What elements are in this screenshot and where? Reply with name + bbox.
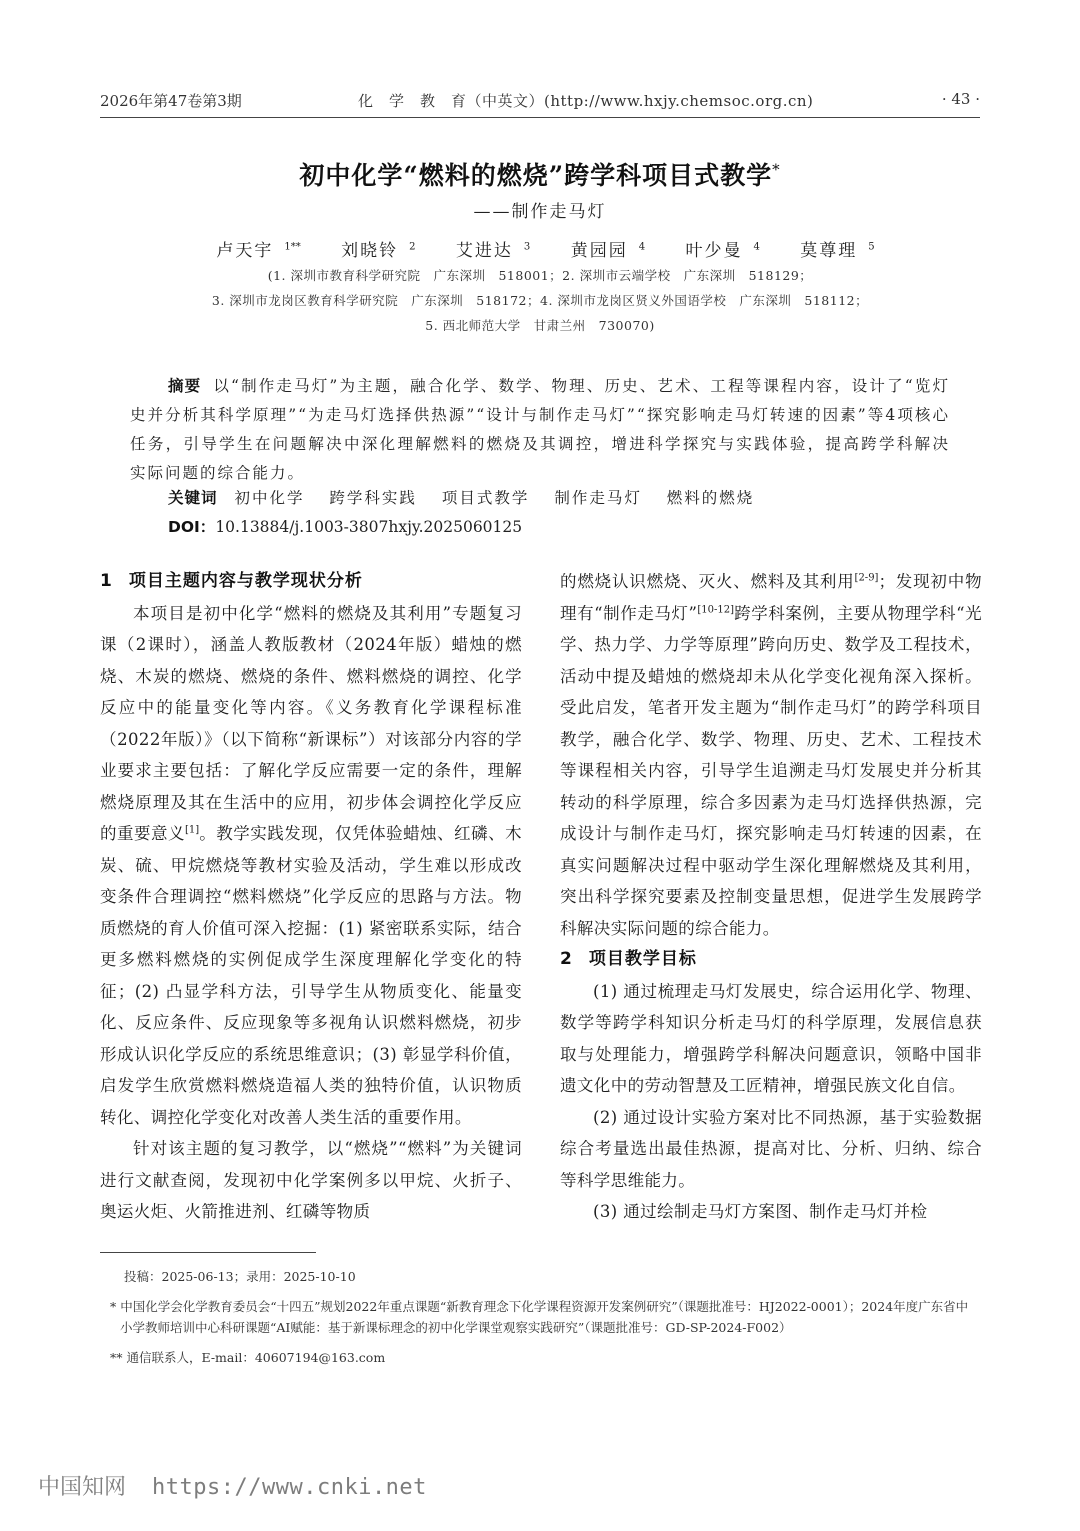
- author: 刘晓铃 $^2$: [341, 241, 416, 261]
- right-column: [560, 566, 982, 1228]
- affiliation-line: 3. 深圳市龙岗区教育科学研究院 广东深圳 518172；4. 深圳市龙岗区贤义外国语学校 广东深圳 518112；: [211, 293, 869, 308]
- cnki-logo-text: 中国知网: [38, 1475, 127, 1500]
- journal-name: 化 学 教 育（中英文）(http://www.hxjy.chemsoc.org.cn): [358, 92, 814, 110]
- section-number: 1: [100, 571, 113, 591]
- page-number: · 43 ·: [941, 90, 980, 108]
- section-heading: [100, 566, 522, 598]
- paragraph: (1) 通过梳理走马灯发展史，综合运用化学、物理、数学等跨学科知识分析走马灯的科学原理，发展信息获取与处理能力，增强跨学科解决问题意识，领略中国非遗文化中的劳动智慧及工匠精神，增强民族文化自信。: [560, 981, 982, 1095]
- keyword: 燃料的燃烧: [666, 489, 755, 507]
- author: 黄园园 $^4$: [570, 241, 646, 261]
- paragraph: [560, 566, 982, 944]
- title-footnote-mark: *: [772, 160, 781, 179]
- paragraph: (3) 通过绘制走马灯方案图、制作走马灯并检: [593, 1202, 928, 1221]
- author: 叶少曼 $^4$: [685, 241, 760, 261]
- paper-subtitle: ——制作走马灯: [473, 202, 607, 222]
- keyword: 初中化学: [234, 489, 305, 507]
- footnotes: [110, 1266, 980, 1376]
- abstract-label: 摘要: [168, 377, 202, 395]
- paper-title: [0, 156, 1080, 192]
- footnote-rule: [100, 1252, 316, 1253]
- paragraph-text: 。教学实践发现，仅凭体验蜡烛、红磷、木炭、硫、甲烷燃烧等教材实验及活动，学生难以形成改变条件合理调控“燃料燃烧”化学反应的思路与方法。物质燃烧的育人价值可深入挖掘：(1) 紧密联系实际，结合更多燃料燃烧的实例促成学生深度理解化学变化的特征；(2) 凸显学科方法，引导学生从物质变化、能量变化、反应条件、反应现象等多视角认识燃料燃烧，初步形成认识化学反应的系统思维意识；(3) 彰显学科价值，启发学生欣赏燃料燃烧造福人类的独特价值，认识物质转化、调控化学变化对改善人类生活的重要作用。: [100, 824, 522, 1127]
- issue-info: 2026年第47卷第3期: [100, 92, 242, 110]
- author: 莫尊理 $^5$: [800, 241, 875, 261]
- citation: [2-9]: [854, 572, 879, 584]
- citation: [1]: [184, 824, 200, 836]
- left-column: [100, 566, 522, 1228]
- contact-note: ** 通信联系人，E-mail：40607194@163.com: [110, 1349, 386, 1365]
- doi: [168, 515, 522, 537]
- section-number: 2: [560, 949, 573, 969]
- author-list: [0, 236, 1080, 261]
- paragraph: [100, 598, 522, 1134]
- cnki-url: https://www.cnki.net: [152, 1475, 427, 1500]
- citation: [10-12]: [697, 604, 734, 615]
- running-header: [100, 90, 980, 116]
- header-rule: [100, 117, 980, 118]
- funding-note: * 中国化学会化学教育委员会“十四五”规划2022年重点课题“新教育理念下化学课程资源开发案例研究”（课题批准号：HJ2022-0001）；2024年度广东省中小学教师培训中心科研课题“AI赋能：基于新课标理念的初中化学课堂观察实践研究”（课题批准号：GD-SP-2024-F002）: [110, 1298, 969, 1335]
- paragraph-text: 的燃烧认识燃烧、灭火、燃料及其利用: [560, 572, 855, 591]
- paragraph-text: 本项目是初中化学“燃料的燃烧及其利用”专题复习课（2课时），涵盖人教版教材（2024年版）蜡烛的燃烧、木炭的燃烧、燃烧的条件、燃料燃烧的调控、化学反应中的能量变化等内容。《义务教育化学课程标准（2022年版）》（以下简称“新课标”）对该部分内容的学业要求主要包括：了解化学反应需要一定的条件，理解燃烧原理及其在生活中的应用，初步体会调控化学反应的重要意义: [100, 603, 522, 843]
- paragraph: (2) 通过设计实验方案对比不同热源，基于实验数据综合考量选出最佳热源，提高对比、分析、归纳、综合等科学思维能力。: [560, 1107, 982, 1190]
- keywords-label: 关键词: [168, 489, 218, 507]
- section-heading: [560, 944, 982, 976]
- keyword: 跨学科实践: [329, 489, 417, 507]
- section-title: 项目主题内容与教学现状分析: [128, 571, 363, 591]
- paragraph-text: 跨学科案例，主要从物理学科“光学、热力学、力学等原理”跨向历史、数学及工程技术，活动中提及蜡烛的燃烧却未从化学变化视角深入探析。受此启发，笔者开发主题为“制作走马灯”的跨学科项目教学，融合化学、数学、物理、历史、艺术、工程技术等课程相关内容，引导学生追溯走马灯发展史并分析其转动的科学原理，综合多因素为走马灯选择供热源，完成设计与制作走马灯，探究影响走马灯转速的因素，在真实问题解决过程中驱动学生深化理解燃烧及其利用，突出科学探究要素及控制变量思想，促进学生发展跨学科解决实际问题的综合能力。: [560, 603, 982, 938]
- doi-label: DOI：: [168, 518, 216, 536]
- author: 卢天宇 $^{1**}$: [216, 241, 301, 261]
- abstract-text: 以“制作走马灯”为主题，融合化学、数学、物理、历史、艺术、工程等课程内容，设计了“览灯史并分析其科学原理”“为走马灯选择供热源”“设计与制作走马灯”“探究影响走马灯转速的因素”等4项核心任务，引导学生在问题解决中深化理解燃料的燃烧及其调控，增进科学探究与实践体验，提高跨学科解决实际问题的综合能力。: [130, 377, 950, 482]
- paragraph: 针对该主题的复习教学，以“燃烧”“燃料”为关键词进行文献查阅，发现初中化学案例多以甲烷、火折子、奥运火炬、火箭推进剂、红磷等物质: [100, 1139, 522, 1221]
- author: 艾进达 $^3$: [455, 241, 531, 261]
- doi-value: 10.13884/j.1003-3807hxjy.2025060125: [215, 518, 523, 536]
- received-date: 投稿：2025-06-13；录用：2025-10-10: [124, 1269, 356, 1284]
- keyword: 制作走马灯: [554, 489, 642, 507]
- keywords: [168, 486, 772, 508]
- section-title: 项目教学目标: [588, 949, 697, 969]
- cnki-watermark: [38, 1470, 427, 1501]
- affiliation-line: (1. 深圳市教育科学研究院 广东深圳 518001；2. 深圳市云端学校 广东深圳 518129；: [267, 268, 813, 283]
- keyword: 项目式教学: [441, 489, 530, 507]
- abstract: [130, 372, 950, 488]
- paper-title-text: 初中化学“燃料的燃烧”跨学科项目式教学: [299, 161, 773, 190]
- paragraph-text: ；发现初中物理有“制作走马灯”: [560, 572, 982, 623]
- affiliation-line: 5. 西北师范大学 甘肃兰州 730070): [425, 318, 655, 333]
